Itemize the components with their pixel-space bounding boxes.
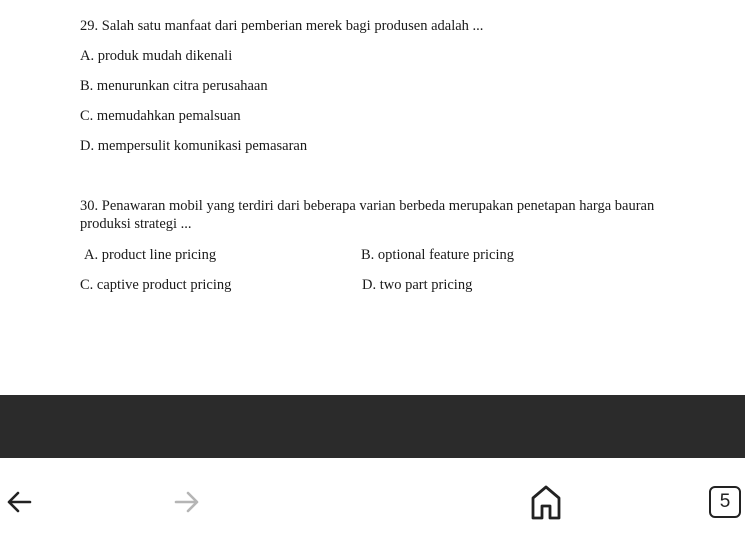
forward-button[interactable] <box>166 482 206 522</box>
question-29-option-a: A. produk mudah dikenali <box>80 48 233 64</box>
arrow-right-icon <box>172 488 200 516</box>
browser-bottom-navbar <box>0 458 745 558</box>
question-29-option-c: C. memudahkan pemalsuan <box>80 108 241 124</box>
question-30-stem: 30. Penawaran mobil yang terdiri dari beberapa varian berbeda merupakan penetapan harga bauran produksi strategi ... <box>80 198 655 232</box>
question-29-option-b: B. menurunkan citra perusahaan <box>80 78 268 94</box>
tabs-count-badge: 5 <box>709 486 741 518</box>
question-30-option-d: D. two part pricing <box>362 277 473 293</box>
question-29-option-d: D. mempersulit komunikasi pemasaran <box>80 138 308 154</box>
dark-toolbar-band <box>0 395 745 458</box>
back-button[interactable] <box>0 482 40 522</box>
question-30-option-b: B. optional feature pricing <box>361 247 515 263</box>
tabs-button[interactable] <box>705 482 745 522</box>
question-29-stem: 29. Salah satu manfaat dari pemberian merek bagi produsen adalah ... <box>80 18 484 34</box>
arrow-left-icon <box>6 488 34 516</box>
question-30-option-c: C. captive product pricing <box>80 277 232 293</box>
question-30-option-a: A. product line pricing <box>84 247 217 263</box>
home-button[interactable] <box>526 482 566 522</box>
home-icon <box>529 484 563 520</box>
